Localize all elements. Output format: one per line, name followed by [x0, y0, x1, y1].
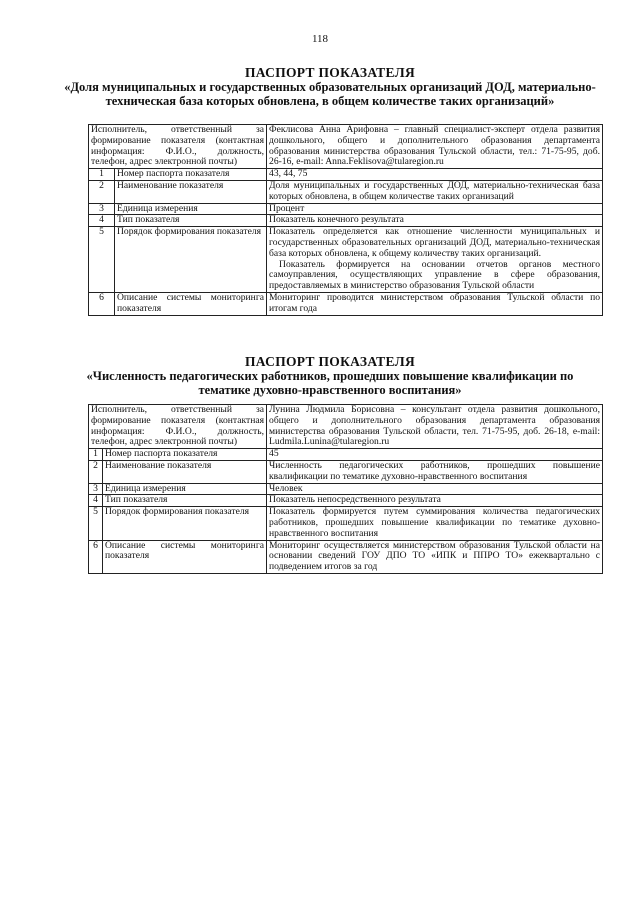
row-label: Порядок формирования показателя [115, 227, 267, 293]
row-value: Показатель конечного результата [267, 215, 603, 227]
row-value: 43, 44, 75 [267, 169, 603, 181]
row-value: Доля муниципальных и государственных ДОД, материально-техническая база которых обновлена, в общем количестве таких организаций [267, 180, 603, 203]
row-number: 6 [89, 540, 103, 573]
passport-1-subtitle: «Доля муниципальных и государственных образовательных организаций ДОД, материально-техническая база которых обновлена, в общем количестве таких организаций» [64, 80, 596, 108]
row-value: Мониторинг осуществляется министерством образования Тульской области на основании сведений ГОУ ДПО ТО «ИПК и ППРО ТО» ежеквартально с подведением итогов за год [267, 540, 603, 573]
row-label: Наименование показателя [115, 180, 267, 203]
row-value [267, 227, 603, 293]
row-value: Мониторинг проводится министерством образования Тульской области по итогам года [267, 292, 603, 315]
table-row [89, 405, 603, 449]
row-label: Наименование показателя [103, 460, 267, 483]
table-row [89, 227, 603, 293]
row-number: 4 [89, 215, 115, 227]
page-number: 118 [311, 33, 329, 45]
passport-2-heading: ПАСПОРТ ПОКАЗАТЕЛЯ [244, 354, 416, 369]
row-label: Описание системы мониторинга показателя [103, 540, 267, 573]
table-row [89, 449, 603, 461]
row-value-paragraph: Показатель формируется на основании отчетов органов местного самоуправления, осуществляющих управление в сфере образования, предоставляемых в министерство образования Тульской области [269, 258, 601, 292]
row-number: 2 [89, 460, 103, 483]
executor-label: Исполнитель, ответственный за формирование показателя (контактная информация: Ф.И.О., должность, телефон, адрес электронной почты) [89, 405, 267, 449]
row-value: Процент [267, 203, 603, 215]
row-label: Единица измерения [103, 483, 267, 495]
row-value: Численность педагогических работников, прошедших повышение квалификации по тематике духовно-нравственного воспитания [267, 460, 603, 483]
table-row [89, 169, 603, 181]
table-row [89, 540, 603, 573]
table-row [89, 495, 603, 507]
row-number: 2 [89, 180, 115, 203]
passport-2-table [88, 404, 603, 574]
row-value: Показатель формируется путем суммирования количества педагогических работников, прошедших повышение квалификации по тематике духовно-нравственного воспитания [267, 507, 603, 540]
passport-2-subtitle: «Численность педагогических работников, прошедших повышение квалификации по тематике духовно-нравственного воспитания» [86, 369, 574, 397]
row-number: 5 [89, 227, 115, 293]
row-label: Единица измерения [115, 203, 267, 215]
row-number: 5 [89, 507, 103, 540]
table-row [89, 180, 603, 203]
row-label: Номер паспорта показателя [115, 169, 267, 181]
table-row [89, 125, 603, 169]
table-row [89, 507, 603, 540]
passport-1-table [88, 124, 603, 316]
table-row [89, 483, 603, 495]
executor-value: Лунина Людмила Борисовна – консультант отдела развития дошкольного, общего и дополнительного образования департамента образования министерства образования Тульской области, тел. 71-75-95, доб. 26-18, e-mail: Ludmila.Lunina@tularegion.ru [267, 405, 603, 449]
row-value: 45 [267, 449, 603, 461]
row-number: 1 [89, 169, 115, 181]
row-label: Описание системы мониторинга показателя [115, 292, 267, 315]
table-row [89, 203, 603, 215]
row-number: 3 [89, 203, 115, 215]
row-value-paragraph: Показатель определяется как отношение численности муниципальных и государственных образовательных организаций ДОД, материально-техническая база которых обновлена, к общему количеству таких организаций. [269, 226, 601, 259]
passport-1-heading: ПАСПОРТ ПОКАЗАТЕЛЯ [244, 65, 416, 80]
row-number: 6 [89, 292, 115, 315]
table-row [89, 215, 603, 227]
row-label: Порядок формирования показателя [103, 507, 267, 540]
passport-1-title [60, 66, 600, 108]
passport-2-title [60, 355, 600, 397]
row-label: Тип показателя [103, 495, 267, 507]
row-number: 3 [89, 483, 103, 495]
executor-value: Феклисова Анна Арифовна – главный специалист-эксперт отдела развития дошкольного, общего и дополнительного образования департамента образования министерства образования Тульской области, тел.: 71-75-95, доб. 26-16, e-mail: Anna.Feklisova@tularegion.ru [267, 125, 603, 169]
row-value: Человек [267, 483, 603, 495]
table-row [89, 292, 603, 315]
row-number: 4 [89, 495, 103, 507]
row-value: Показатель непосредственного результата [267, 495, 603, 507]
executor-label: Исполнитель, ответственный за формирование показателя (контактная информация: Ф.И.О., должность, телефон, адрес электронной почты) [89, 125, 267, 169]
row-label: Тип показателя [115, 215, 267, 227]
row-number: 1 [89, 449, 103, 461]
table-row [89, 460, 603, 483]
row-label: Номер паспорта показателя [103, 449, 267, 461]
